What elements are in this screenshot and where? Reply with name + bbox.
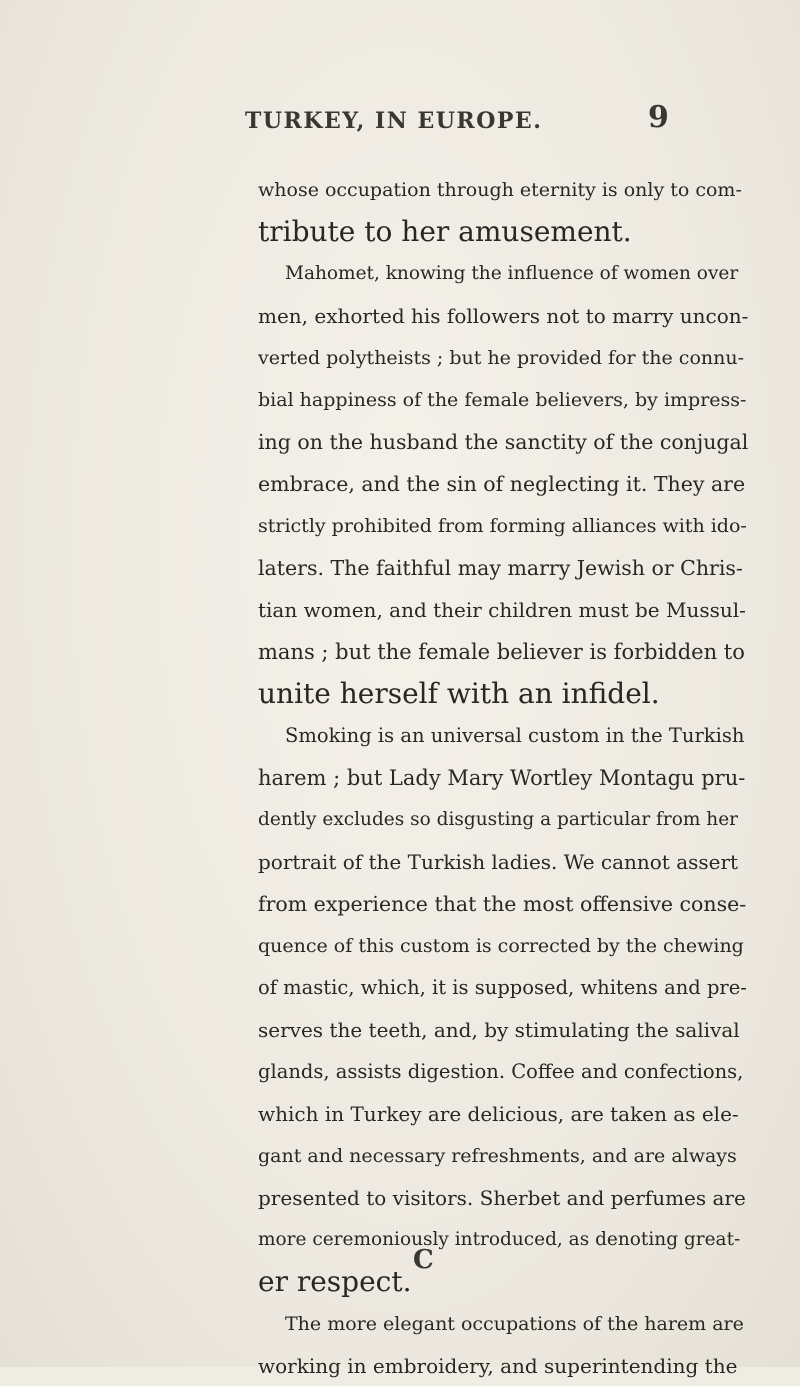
text-line: presented to visitors. Sherbet and perfumes are	[258, 1186, 746, 1210]
text-line: strictly prohibited from forming alliances with ido-	[258, 515, 747, 537]
text-line: tian women, and their children must be Mussul-	[258, 598, 746, 622]
text-line: bial happiness of the female believers, by impress-	[258, 389, 747, 411]
text-line: verted polytheists ; but he provided for the connu-	[258, 347, 745, 369]
text-line: from experience that the most offensive conse-	[258, 892, 747, 916]
text-line: portrait of the Turkish ladies. We cannot assert	[258, 850, 739, 874]
text-line: embrace, and the sin of neglecting it. They are	[258, 472, 746, 496]
text-line: ing on the husband the sanctity of the conjugal	[258, 430, 749, 454]
running-head	[0, 100, 800, 140]
text-line: quence of this custom is corrected by the chewing	[258, 935, 744, 957]
text-line: harem ; but Lady Mary Wortley Montagu pru-	[258, 766, 746, 790]
text-line: which in Turkey are delicious, are taken as ele-	[258, 1102, 739, 1126]
page-number: 9	[648, 100, 669, 135]
text-line: Smoking is an universal custom in the Turkish	[285, 724, 745, 747]
text-line: glands, assists digestion. Coffee and confections,	[258, 1060, 744, 1083]
text-line: laters. The faithful may marry Jewish or Chris-	[258, 556, 743, 580]
signature-mark: C	[413, 1245, 434, 1275]
text-line: Mahomet, knowing the influence of women over	[285, 263, 739, 284]
text-line: whose occupation through eternity is only to com-	[258, 179, 742, 201]
text-line: working in embroidery, and superintending the	[258, 1354, 738, 1378]
running-title: TURKEY, IN EUROPE.	[245, 108, 543, 134]
text-line: men, exhorted his followers not to marry uncon-	[258, 304, 749, 328]
text-line: er respect.	[258, 1265, 412, 1298]
text-line: tribute to her amusement.	[258, 215, 632, 248]
text-line: gant and necessary refreshments, and are always	[258, 1145, 737, 1167]
text-line: unite herself with an infidel.	[258, 677, 660, 710]
text-line: more ceremoniously introduced, as denoting great-	[258, 1229, 741, 1250]
text-line: serves the teeth, and, by stimulating the salival	[258, 1018, 740, 1042]
text-line: mans ; but the female believer is forbidden to	[258, 640, 745, 664]
text-line: The more elegant occupations of the harem are	[285, 1313, 744, 1335]
text-line: dently excludes so disgusting a particular from her	[258, 809, 739, 830]
text-line: of mastic, which, it is supposed, whitens and pre-	[258, 976, 747, 999]
